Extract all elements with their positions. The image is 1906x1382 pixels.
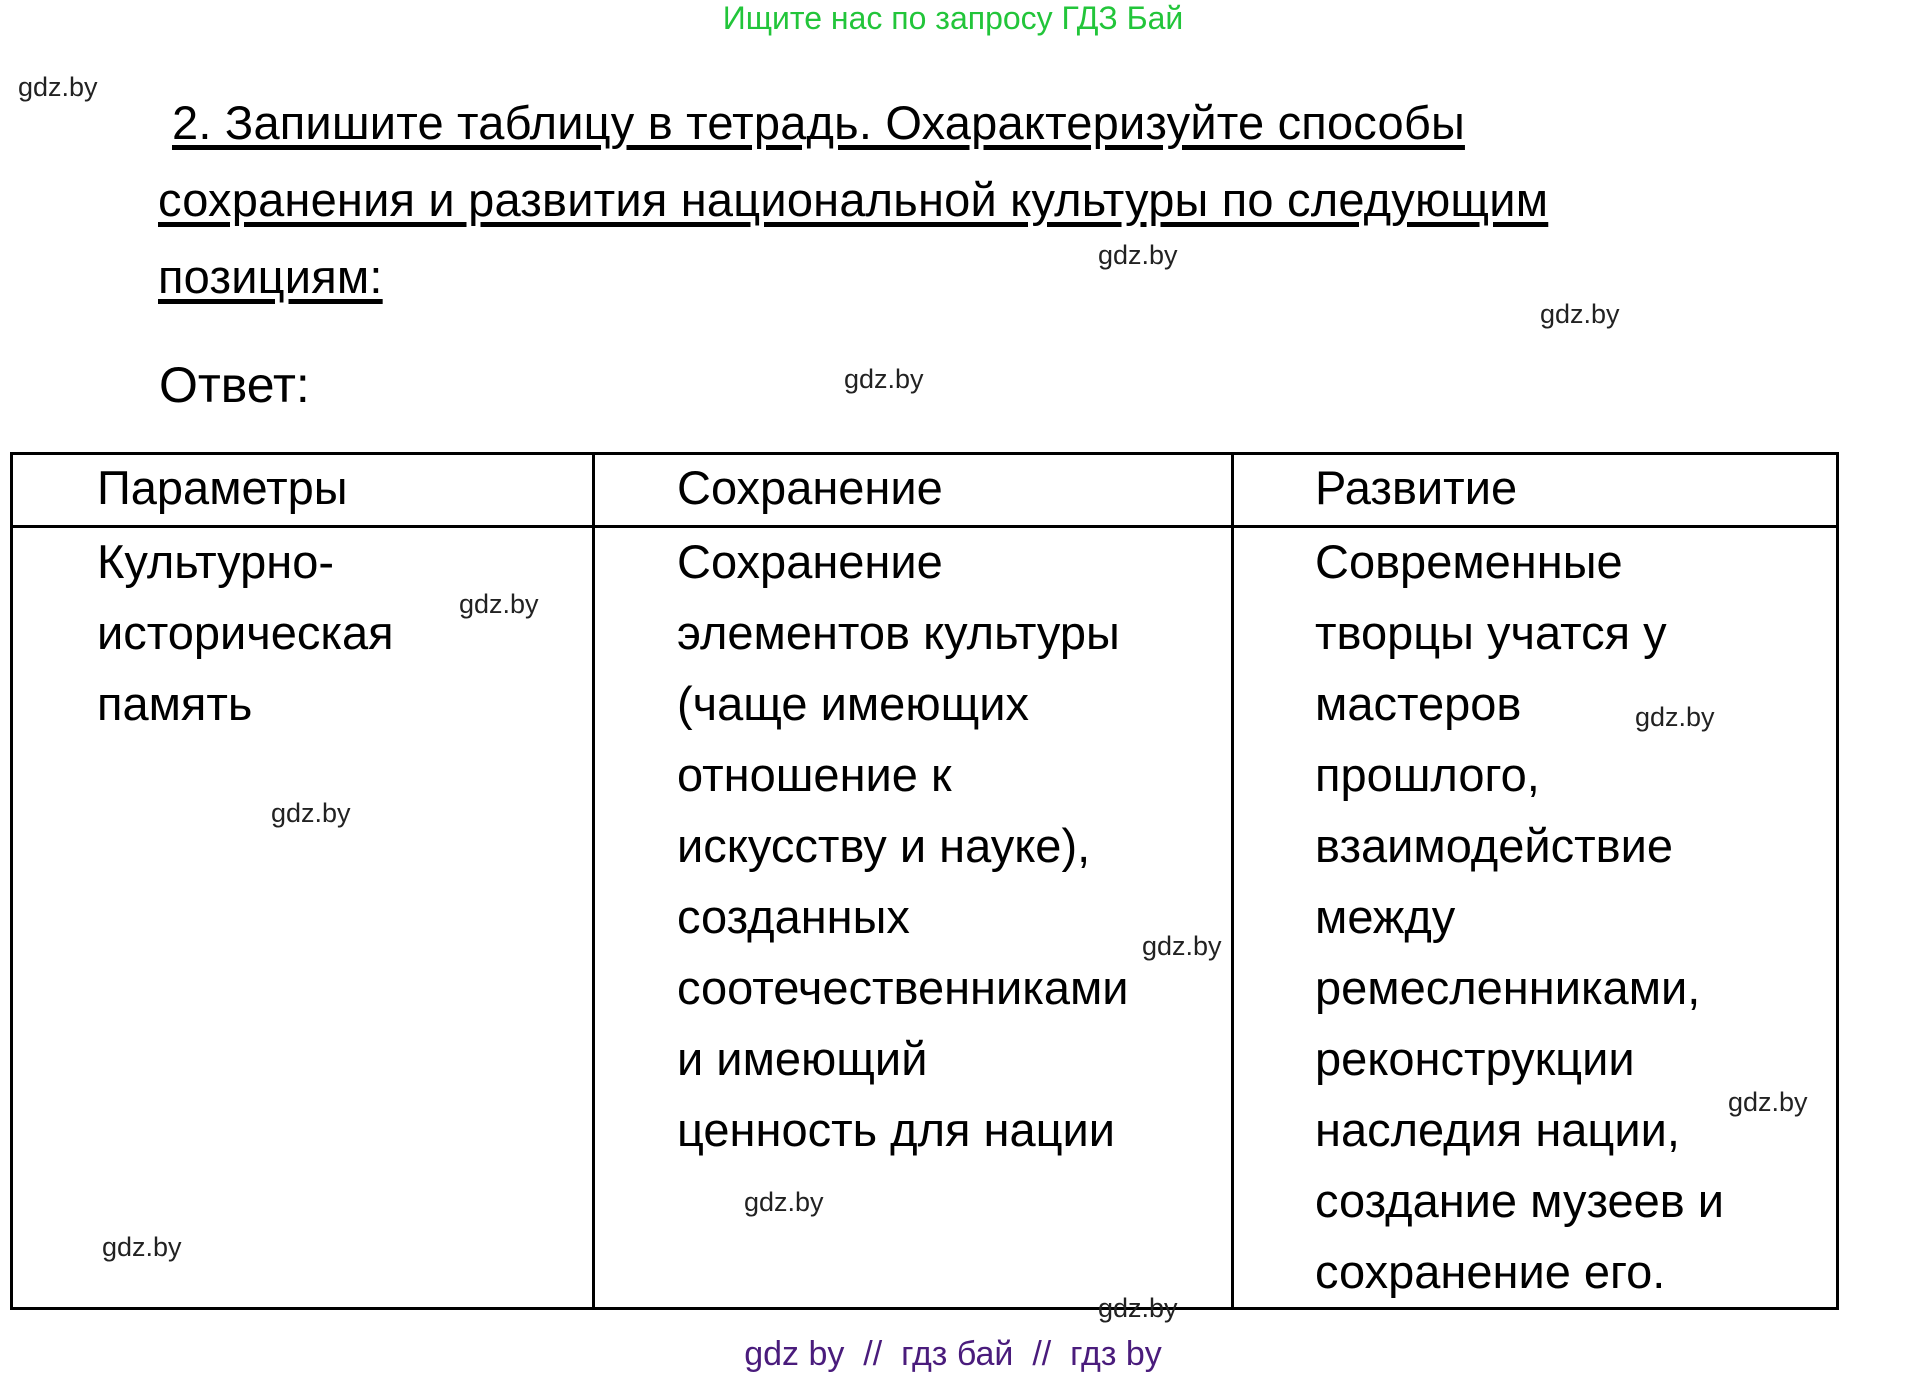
header-development: Развитие: [1315, 461, 1518, 514]
watermark: gdz.by: [1635, 702, 1715, 732]
cell-line: сохранение его.: [1315, 1245, 1666, 1298]
watermark: gdz.by: [1540, 299, 1620, 329]
cell-line: создание музеев и: [1315, 1174, 1725, 1227]
watermark: gdz.by: [1098, 240, 1178, 270]
cell-line: прошлого,: [1315, 748, 1540, 801]
watermark: gdz.by: [18, 72, 98, 102]
cell-line: отношение к: [677, 748, 952, 801]
column-divider-2: [1231, 455, 1234, 1307]
watermark: gdz.by: [744, 1187, 824, 1217]
cell-line: и имеющий: [677, 1032, 928, 1085]
search-banner: Ищите нас по запросу ГДЗ Бай: [722, 0, 1184, 36]
task-heading-line-2: сохранения и развития национальной культуры по следующим: [158, 173, 1549, 226]
cell-line: ценность для нации: [677, 1103, 1116, 1156]
answer-table: [10, 452, 1839, 1310]
cell-line: между: [1315, 890, 1456, 943]
task-heading-line-1: 2. Запишите таблицу в тетрадь. Охарактеризуйте способы: [172, 96, 1465, 149]
cell-line: Сохранение: [677, 535, 943, 588]
watermark: gdz.by: [1728, 1087, 1808, 1117]
watermark: gdz.by: [459, 589, 539, 619]
cell-line: память: [97, 677, 253, 730]
column-divider-1: [592, 455, 595, 1307]
watermark: gdz.by: [844, 364, 924, 394]
table-cell-development: [1315, 526, 1724, 1307]
table-cell-parameter: [97, 526, 394, 739]
cell-line: Современные: [1315, 535, 1623, 588]
cell-line: (чаще имеющих: [677, 677, 1029, 730]
cell-line: историческая: [97, 606, 394, 659]
header-parameters: Параметры: [97, 461, 348, 514]
task-heading-line-3: позициям:: [158, 250, 383, 303]
cell-line: искусству и науке),: [677, 819, 1091, 872]
cell-line: Культурно-: [97, 535, 334, 588]
footer-links: gdz by // гдз бай // гдз by: [744, 1335, 1162, 1373]
watermark: gdz.by: [102, 1232, 182, 1262]
cell-line: соотечественниками: [677, 961, 1129, 1014]
cell-line: реконструкции: [1315, 1032, 1635, 1085]
cell-line: ремесленниками,: [1315, 961, 1701, 1014]
cell-line: созданных: [677, 890, 910, 943]
watermark: gdz.by: [1098, 1293, 1178, 1323]
table-cell-preservation: [677, 526, 1129, 1165]
watermark: gdz.by: [1142, 931, 1222, 961]
cell-line: взаимодействие: [1315, 819, 1674, 872]
cell-line: наследия нации,: [1315, 1103, 1680, 1156]
header-preservation: Сохранение: [677, 461, 943, 514]
cell-line: мастеров: [1315, 677, 1522, 730]
answer-label: Ответ:: [159, 357, 310, 413]
watermark: gdz.by: [271, 798, 351, 828]
cell-line: творцы учатся у: [1315, 606, 1667, 659]
cell-line: элементов культуры: [677, 606, 1120, 659]
